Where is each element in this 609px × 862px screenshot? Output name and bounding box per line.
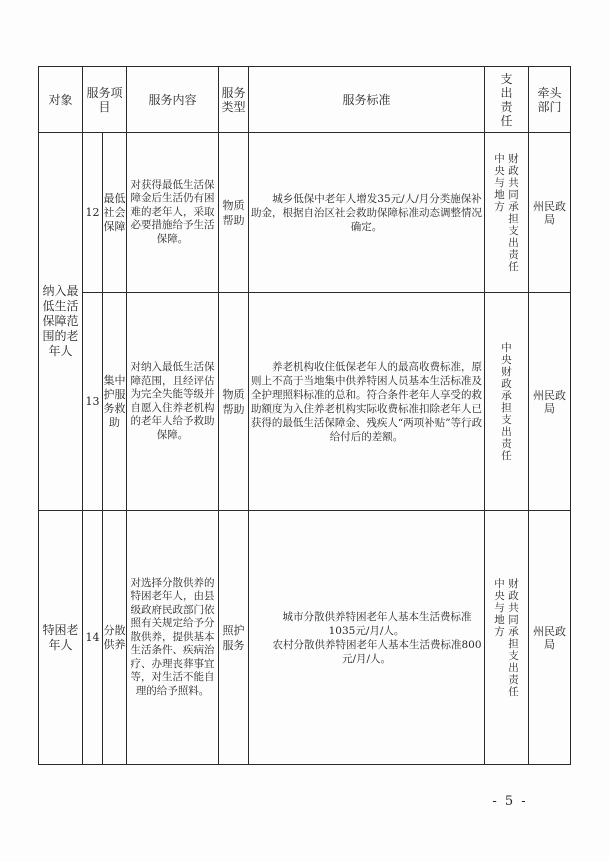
table-row (39, 293, 571, 511)
service-standard (249, 133, 485, 293)
department-cell: 州民政局 (529, 133, 571, 293)
header-type: 服务类型 (219, 67, 249, 133)
responsibility-text-a: 中央与地方 (494, 152, 505, 213)
row-number: 14 (83, 511, 103, 765)
responsibility-text-b: 财政共同承担支出责任 (508, 152, 519, 273)
header-responsibility: 支出责任 (485, 67, 529, 133)
service-type: 物质帮助 (219, 133, 249, 293)
responsibility-cell (485, 133, 529, 293)
page-number: - 5 - (492, 794, 528, 809)
service-item: 分散供养 (103, 511, 127, 765)
standard-text: 养老机构收住低保老年人的最高收费标准，原则上不高于当地集中供养特困人员基本生活标准及全护理照料标准的总和。符合条件老年人享受的救助额度为入住养老机构实际收费标准扣除老年人已获得的最低生活保障金、残疾人“两项补贴”等行政给付后的差额。 (250, 360, 483, 443)
responsibility-text-b: 财政共同承担支出责任 (508, 577, 519, 698)
row-number: 12 (83, 133, 103, 293)
service-standard (249, 293, 485, 511)
responsibility-text: 中央财政承担支出责任 (501, 341, 512, 462)
service-content: 对选择分散供养的特困老年人，由县级政府民政部门依照有关规定给予分散供养，提供基本生活条件、疾病治疗、办理丧葬事宜等，对生活不能自理的给予照料。 (127, 511, 219, 765)
service-standard (249, 511, 485, 765)
service-type: 物质帮助 (219, 293, 249, 511)
header-standard: 服务标准 (249, 67, 485, 133)
service-content: 对获得最低生活保障金后生活仍有困难的老年人，采取必要措施给予生活保障。 (127, 133, 219, 293)
header-department: 牵头部门 (529, 67, 571, 133)
standard-text-rural: 农村分散供养特困老年人基本生活费标准800元/月/人。 (272, 638, 482, 665)
target-cell: 特困老年人 (39, 511, 83, 765)
header-content: 服务内容 (127, 67, 219, 133)
service-type: 照护服务 (219, 511, 249, 765)
table-row (39, 511, 571, 765)
header-target: 对象 (39, 67, 83, 133)
target-cell: 纳入最低生活保障范围的老年人 (39, 133, 83, 511)
standard-text-urban: 城市分散供养特困老年人基本生活费标准1035元/月/人。 (282, 610, 472, 637)
responsibility-cell (485, 511, 529, 765)
standard-text: 城乡低保中老年人增发35元/人/月分类施保补助金，根据自治区社会救助保障标准动态调整情况确定。 (251, 192, 483, 233)
responsibility-text-a: 中央与地方 (494, 577, 505, 638)
service-item: 集中护服务救助 (103, 293, 127, 511)
table-row (39, 133, 571, 293)
services-table (38, 66, 571, 765)
department-cell: 州民政局 (529, 293, 571, 511)
row-number: 13 (83, 293, 103, 511)
header-item: 服务项目 (83, 67, 127, 133)
service-item: 最低社会保障 (103, 133, 127, 293)
header-row (39, 67, 571, 133)
service-content: 对纳入最低生活保障范围，且经评估为完全失能等级并自愿入住养老机构的老年人给予救助保障。 (127, 293, 219, 511)
responsibility-cell (485, 293, 529, 511)
department-cell: 州民政局 (529, 511, 571, 765)
